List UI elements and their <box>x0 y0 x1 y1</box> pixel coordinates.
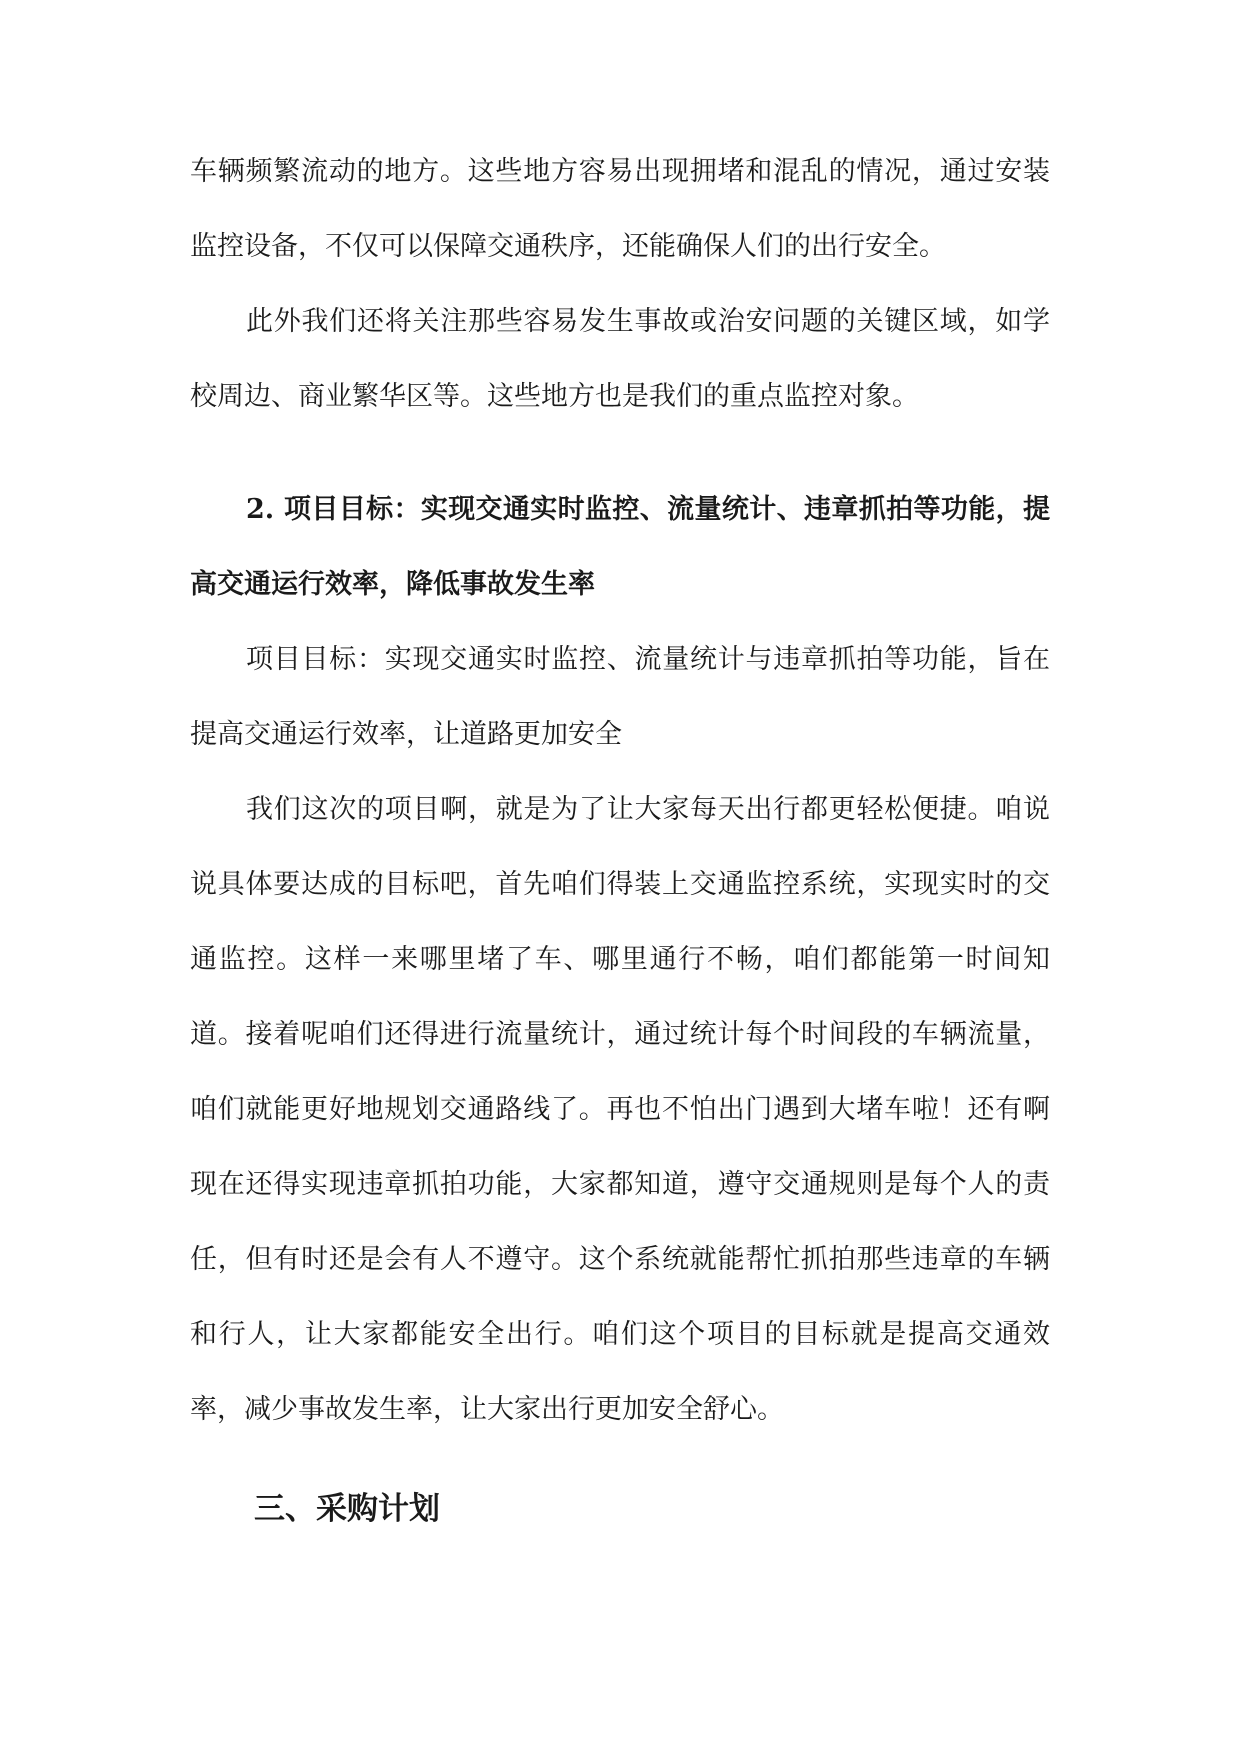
paragraph-key-areas: 此外我们还将关注那些容易发生事故或治安问题的关键区域，如学校周边、商业繁华区等。这些地方也是我们的重点监控对象。 <box>190 306 1050 412</box>
section-heading-procurement-plan: 三、采购计划 <box>254 1491 440 1527</box>
subheading-project-goals: 2. 项目目标：实现交通实时监控、流量统计、违章抓拍等功能，提高交通运行效率，降低事故发生率 <box>190 494 1050 600</box>
paragraph-monitoring-locations: 车辆频繁流动的地方。这些地方容易出现拥堵和混乱的情况，通过安装监控设备，不仅可以保障交通秩序，还能确保人们的出行安全。 <box>190 156 1050 262</box>
paragraph-project-goal-detail: 我们这次的项目啊，就是为了让大家每天出行都更轻松便捷。咱说说具体要达成的目标吧，首先咱们得装上交通监控系统，实现实时的交通监控。这样一来哪里堵了车、哪里通行不畅，咱们都能第一时间知道。接着呢咱们还得进行流量统计，通过统计每个时间段的车辆流量，咱们就能更好地规划交通路线了。再也不怕出门遇到大堵车啦！还有啊现在还得实现违章抓拍功能，大家都知道，遵守交通规则是每个人的责任，但有时还是会有人不遵守。这个系统就能帮忙抓拍那些违章的车辆和行人，让大家都能安全出行。咱们这个项目的目标就是提高交通效率，减少事故发生率，让大家出行更加安全舒心。 <box>190 794 1050 1425</box>
paragraph-project-goal-summary: 项目目标：实现交通实时监控、流量统计与违章抓拍等功能，旨在提高交通运行效率，让道路更加安全 <box>190 644 1050 750</box>
